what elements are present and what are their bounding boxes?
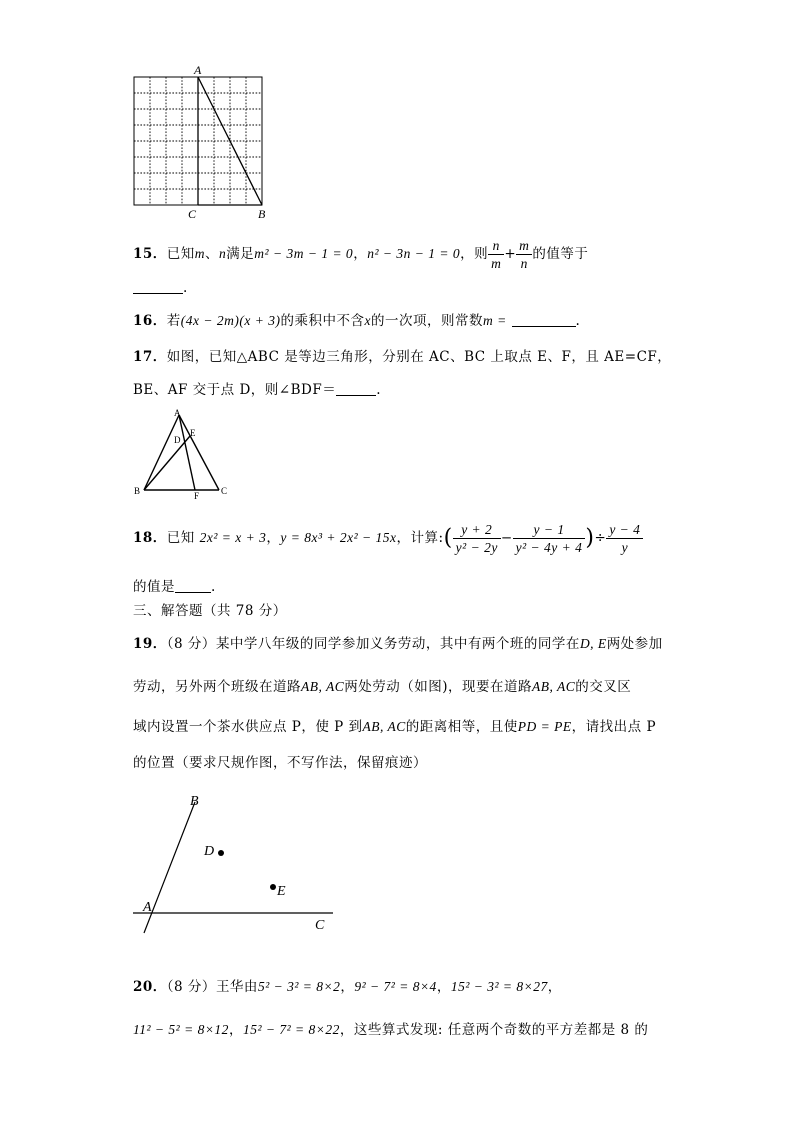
q19-l2c: 的交叉区 [575,679,632,695]
q19-l2a: 劳动，另外两个班级在道路 [133,679,301,695]
q18-minus: − [500,530,513,546]
question-18 [133,521,643,556]
q15-ask: 的值等于 [532,246,589,262]
question-16 [133,312,580,330]
q19-abac2: AB, AC [532,679,576,694]
q17-end: . [376,382,382,398]
q15-answer-line [133,279,188,297]
tri-label-c: C [221,486,228,496]
q15-frac2-den: n [520,256,528,271]
q15-eq1: m² − 3m − 1 = 0 [254,246,354,261]
q18-intro: 已知 [166,530,195,546]
side-ab [144,415,179,490]
q19-l2b: 两处劳动（如图)，现要在道路 [344,679,533,695]
q17-number: 17． [133,349,167,365]
tri-label-a: A [174,408,181,418]
q19-l3c: ，请找出点 P [571,719,657,735]
q20-e1: 5² − 3² = 8×2 [257,979,341,994]
q15-eq2: n² − 3n − 1 = 0 [367,246,461,261]
q19-de: D, E [579,636,607,651]
q18-f3-den: y [621,540,629,555]
q18-f2-den: y² − 4y + 4 [515,540,583,555]
q18-div: ÷ [594,530,607,546]
q20-sep4: ， [228,1022,243,1038]
q15-frac1-num: n [488,237,504,255]
tri-label-e: E [190,428,196,438]
q18-eq1: 2x² = x + 3 [199,530,267,545]
q15-plus: + [504,246,517,262]
q20-sep3: ， [547,979,562,995]
q18-frac1 [453,521,501,556]
q18-frac2 [513,521,586,556]
road-label-c: C [315,918,325,933]
q16-m-eq: m = [482,313,507,328]
segment-be [144,436,190,490]
q15-frac-n-over-m [488,237,504,272]
q20-e4: 11² − 5² = 8×12 [133,1022,229,1037]
q17-line2: BE、AF 交于点 D，则∠BDF＝ [133,382,337,398]
tri-label-f: F [194,491,200,500]
section-3-title-text: 三、解答题（共 78 分） [133,603,287,619]
q16-answer-blank[interactable] [512,313,576,327]
q15-frac1-den: m [491,256,502,271]
question-17-line1 [133,348,671,366]
q18-f1-num: y + 2 [453,521,501,539]
q20-l1a: 王华由 [215,979,258,995]
road-label-b: B [190,794,199,809]
q17-line1: 如图，已知△ABC 是等边三角形，分别在 AC、BC 上取点 E、F，且 AE=CF， [166,349,672,365]
point-e [270,884,276,890]
q20-l2b: ，这些算式发现: 任意两个奇数的平方差都是 8 的 [339,1022,649,1038]
q17-answer-blank[interactable] [336,382,376,396]
question-20-line2 [133,1021,648,1039]
label-a: A [194,63,202,77]
q19-pdpe: PD = PE [517,719,572,734]
q15-var-m: m [194,246,206,261]
q16-var-x: x [364,313,371,328]
q19-abac3: AB, AC [362,719,406,734]
q15-end: . [183,280,188,296]
roads-figure [125,785,340,940]
q18-line2: 的值是 [133,579,175,595]
question-20-line1 [133,978,562,996]
question-17-line2 [133,381,381,399]
label-b: B [258,207,266,221]
q16-mid: 的乘积中不含 [280,313,365,329]
q18-rparen: ) [585,525,595,551]
q15-number: 15． [133,246,167,262]
q18-lparen: ( [443,525,453,551]
q20-number: 20． [133,979,167,995]
q16-intro: 若 [166,313,181,329]
q19-score: （8 分） [166,636,216,652]
q19-abac1: AB, AC [301,679,345,694]
q15-sep: 、 [205,246,220,262]
q16-expr: (4x − 2m)(x + 3) [180,313,281,328]
q19-l1a: 某中学八年级的同学参加义务劳动，其中有两个班的同学在 [215,636,580,652]
q15-comma: ， [353,246,368,262]
q19-l4: 的位置（要求尺规作图，不写作法，保留痕迹） [133,755,427,771]
road-label-a: A [143,900,152,915]
q19-l1b: 两处参加 [606,636,663,652]
road-label-e: E [277,884,286,899]
q19-number: 19． [133,636,167,652]
q16-number: 16． [133,313,167,329]
q18-number: 18． [133,530,167,546]
q20-score: （8 分） [166,979,216,995]
q20-sep2: ， [436,979,451,995]
triangle-figure [128,405,233,500]
q20-sep1: ， [340,979,355,995]
q15-intro: 已知 [166,246,195,262]
question-15 [133,237,588,272]
q18-comma: ， [266,530,281,546]
q18-frac3 [606,521,643,556]
section-3-title [133,602,287,620]
question-19-line2 [133,678,631,696]
q19-l3b: 的距离相等，且使 [405,719,518,735]
q18-answer-blank[interactable] [175,579,211,593]
q20-e5: 15² − 7² = 8×22 [242,1022,340,1037]
question-19-line1 [133,635,663,653]
side-ac [179,415,219,490]
q15-then: ，则 [460,246,489,262]
q18-calc: ，计算: [396,530,444,546]
tri-label-d: D [174,435,181,445]
q20-e3: 15² − 3² = 8×27 [450,979,548,994]
segment-af [179,415,195,490]
question-19-line4 [133,754,427,772]
label-c: C [188,207,197,221]
q15-answer-blank[interactable] [133,280,183,294]
q20-e2: 9² − 7² = 8×4 [354,979,437,994]
q18-eq2: y = 8x³ + 2x² − 15x [280,530,397,545]
q18-f3-num: y − 4 [606,521,643,539]
q19-l3a: 域内设置一个茶水供应点 P，使 P 到 [133,719,363,735]
point-d [218,850,224,856]
q15-frac2-num: m [516,237,532,255]
tri-label-b: B [134,486,141,496]
q18-end: . [211,579,216,595]
q16-mid2: 的一次项，则常数 [370,313,483,329]
q15-cond: 满足 [226,246,255,262]
road-label-d: D [204,844,215,859]
question-18-line2 [133,578,216,596]
q16-end: . [575,313,581,329]
q15-frac-m-over-n [516,237,532,272]
question-19-line3 [133,718,656,736]
q15-var-n: n [219,246,227,261]
q18-f1-den: y² − 2y [455,540,498,555]
grid-figure [125,60,275,222]
q18-f2-num: y − 1 [513,521,586,539]
